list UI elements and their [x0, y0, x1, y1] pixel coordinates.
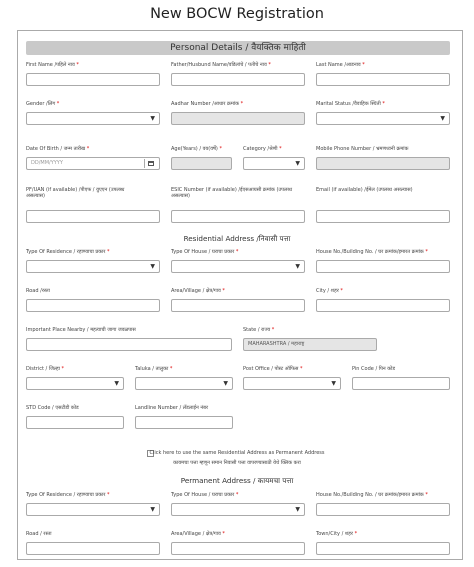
pin-code-label: Pin Code / पिन कोड: [352, 366, 396, 372]
perm-city-input[interactable]: [316, 542, 450, 555]
state-label: State / राज्य *: [243, 327, 275, 333]
perm-residence-type-label: Type Of Residence / रहाण्याचा प्रकार *: [26, 492, 110, 498]
same-address-label: Click here to use the same Residential Address as Permanent Address: [149, 450, 325, 456]
chevron-down-icon: ▼: [150, 263, 155, 270]
father-name-input[interactable]: [171, 73, 305, 86]
post-office-label: Post Office / पोस्ट ऑफिस *: [243, 366, 303, 372]
house-type-label: Type Of House / घराचा प्रकार *: [171, 249, 239, 255]
dob-input[interactable]: [26, 157, 160, 170]
chevron-down-icon: ▼: [331, 380, 336, 387]
taluka-select[interactable]: [135, 377, 233, 390]
road-input[interactable]: [26, 299, 160, 312]
dob-label: Date Of Birth / जन्म तारीख *: [26, 146, 90, 152]
perm-road-label: Road / रस्ता: [26, 531, 52, 537]
page-title: New BOCW Registration: [150, 6, 324, 22]
chevron-down-icon: ▼: [440, 115, 445, 122]
std-code-label: STD Code / एसटीडी कोड: [26, 405, 79, 411]
aadhar-label: Aadhar Number /आधार क्रमांक *: [171, 101, 244, 107]
area-input[interactable]: [171, 299, 305, 312]
perm-road-input[interactable]: [26, 542, 160, 555]
last-name-input[interactable]: [316, 73, 450, 86]
residence-type-select[interactable]: [26, 260, 160, 273]
area-label: Area/Village / क्षेत्र/गाव *: [171, 288, 225, 294]
mobile-label: Mobile Phone Number / भ्रमणध्वनी क्रमांक: [316, 146, 409, 152]
perm-residence-type-select[interactable]: [26, 503, 160, 516]
perm-area-label: Area/Village / क्षेत्र/गाव *: [171, 531, 225, 537]
perm-house-type-label: Type Of House / घराचा प्रकार *: [171, 492, 239, 498]
permanent-address-header: Permanent Address / कायमचा पत्ता: [180, 476, 294, 485]
perm-city-label: Town/City / शहर *: [316, 531, 358, 537]
perm-house-type-select[interactable]: [171, 503, 305, 516]
state-value: MAHARASHTRA / महाराष्ट्र: [248, 341, 305, 347]
district-select[interactable]: [26, 377, 124, 390]
road-label: Road /रस्ता: [26, 288, 50, 294]
same-address-label-marathi: कायमचा पत्ता म्हणून समान निवासी पत्ता वापरण्यासाठी येथे क्लिक करा: [173, 460, 301, 466]
email-input[interactable]: [316, 210, 450, 223]
perm-house-no-input[interactable]: [316, 503, 450, 516]
city-label: City / शहर *: [316, 288, 343, 294]
landmark-label: Important Place Nearby / महत्वाची जागा जवळपास: [26, 327, 136, 333]
post-office-select[interactable]: [243, 377, 341, 390]
gender-label: Gender /लिंग *: [26, 101, 60, 107]
chevron-down-icon: ▼: [295, 263, 300, 270]
aadhar-input: [171, 112, 305, 125]
marital-status-select[interactable]: [316, 112, 450, 125]
chevron-down-icon: ▼: [295, 160, 300, 167]
chevron-down-icon: ▼: [150, 115, 155, 122]
email-label: Email (if available) /ईमेल (उपलब्ध असल्यास): [316, 187, 413, 193]
landmark-input[interactable]: [26, 338, 232, 351]
chevron-down-icon: ▼: [114, 380, 119, 387]
std-code-input[interactable]: [26, 416, 124, 429]
chevron-down-icon: ▼: [223, 380, 228, 387]
age-label: Age(Years) / वय(वर्षे) *: [171, 146, 222, 152]
personal-details-header: Personal Details / वैयक्तिक माहिती: [26, 41, 450, 55]
perm-area-input[interactable]: [171, 542, 305, 555]
pf-label: PF/UAN (if available) /पीएफ / युएएन (उपलब्ध असल्यास): [26, 187, 125, 199]
landline-label: Landline Number / लँडलाईन नंबर: [135, 405, 208, 411]
state-input: [243, 338, 377, 351]
dob-placeholder: DD/MM/YYYY: [31, 160, 63, 166]
pin-code-input[interactable]: [352, 377, 450, 390]
calendar-icon[interactable]: [144, 159, 157, 168]
first-name-input[interactable]: [26, 73, 160, 86]
category-select[interactable]: [243, 157, 305, 170]
perm-house-no-label: House No./Building No. / घर क्रमांक/इमारत क्रमांक *: [316, 492, 428, 498]
father-name-label: Father/Husbund Name/वडिलांचे / पतीचे नाव *: [171, 62, 271, 68]
marital-status-label: Marital Status /वैवाहिक स्थिती *: [316, 101, 385, 107]
gender-select[interactable]: [26, 112, 160, 125]
category-label: Category /श्रेणी *: [243, 146, 282, 152]
city-input[interactable]: [316, 299, 450, 312]
landline-input[interactable]: [135, 416, 233, 429]
first-name-label: First Name /पहिले नाव *: [26, 62, 79, 68]
esic-label: ESIC Number (if available) /ईएसआयसी क्रमांक (उपलब्ध असल्यास): [171, 187, 293, 199]
age-input: [171, 157, 232, 170]
residence-type-label: Type Of Residence / रहाण्याचा प्रकार *: [26, 249, 110, 255]
esic-input[interactable]: [171, 210, 305, 223]
pf-input[interactable]: [26, 210, 160, 223]
residential-address-header: Residential Address /निवासी पत्ता: [183, 234, 291, 243]
chevron-down-icon: ▼: [150, 506, 155, 513]
chevron-down-icon: ▼: [295, 506, 300, 513]
house-no-label: House No./Building No. / घर क्रमांक/इमारत क्रमांक *: [316, 249, 428, 255]
house-no-input[interactable]: [316, 260, 450, 273]
taluka-label: Taluka / तालुका *: [135, 366, 173, 372]
district-label: District / जिल्हा *: [26, 366, 65, 372]
house-type-select[interactable]: [171, 260, 305, 273]
mobile-input: [316, 157, 450, 170]
last-name-label: Last Name /आडनाव *: [316, 62, 365, 68]
